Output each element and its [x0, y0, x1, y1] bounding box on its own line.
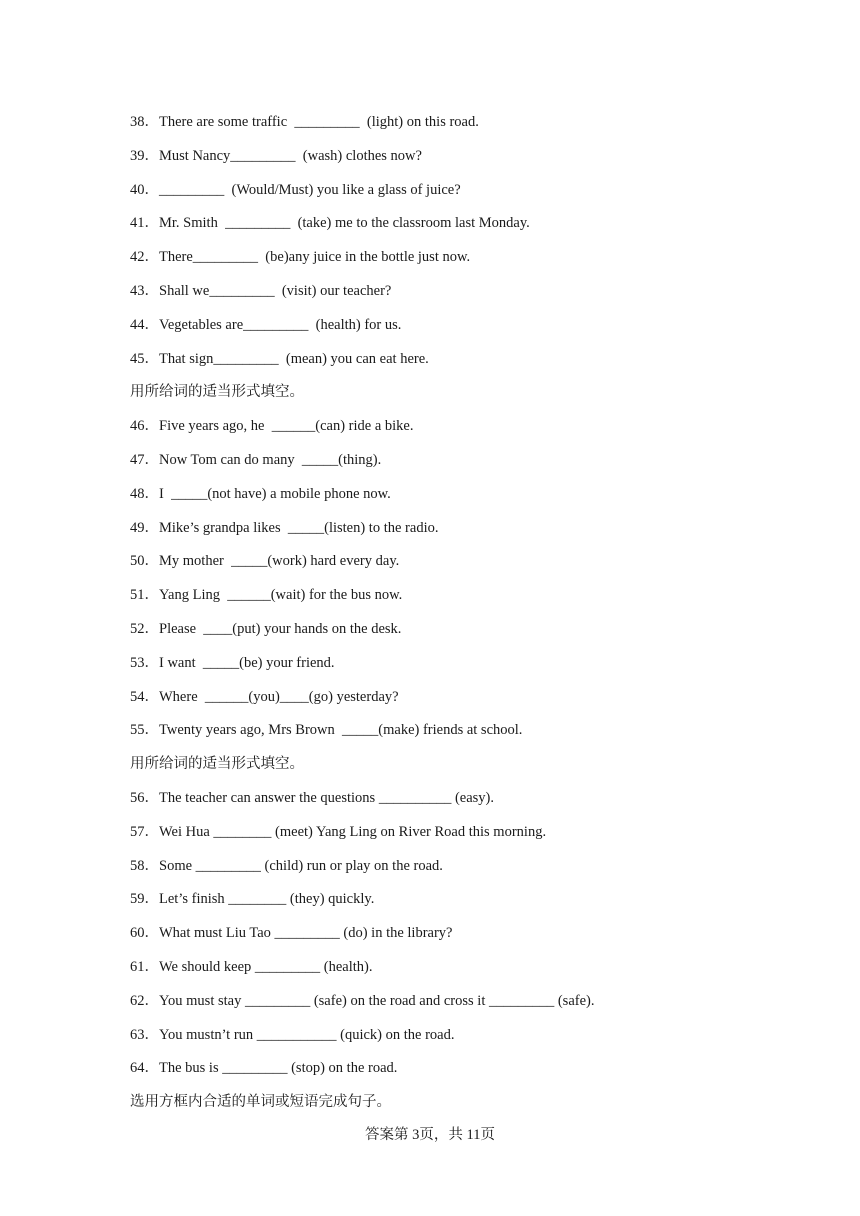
question-52: 52．Please ____(put) your hands on the desk.: [130, 620, 402, 637]
section-instruction: 选用方框内合适的单词或短语完成句子。: [130, 1094, 391, 1111]
question-55: 55．Twenty years ago, Mrs Brown _____(make) friends at school.: [130, 722, 523, 739]
question-54: 54．Where ______(you)____(go) yesterday?: [130, 688, 399, 705]
page-footer: 答案第 3页，共 11页: [365, 1127, 495, 1143]
question-50: 50．My mother _____(work) hard every day.: [130, 553, 400, 570]
question-list: [130, 111, 770, 1125]
question-48: 48．I _____(not have) a mobile phone now.: [130, 485, 391, 502]
question-38: 38．There are some traffic _________ (light) on this road.: [130, 114, 479, 130]
question-64: 64．The bus is _________ (stop) on the road.: [130, 1060, 398, 1077]
question-61: 61．We should keep _________ (health).: [130, 958, 373, 975]
question-57: 57．Wei Hua ________ (meet) Yang Ling on River Road this morning.: [130, 823, 547, 840]
question-58: 58．Some _________ (child) run or play on the road.: [130, 857, 443, 874]
question-45: 45．That sign_________ (mean) you can eat here.: [130, 350, 429, 367]
question-63: 63．You mustn’t run ___________ (quick) on the road.: [130, 1026, 455, 1043]
section-instruction: 用所给词的适当形式填空。: [130, 384, 304, 401]
question-44: 44．Vegetables are_________ (health) for us.: [130, 316, 402, 333]
question-51: 51．Yang Ling ______(wait) for the bus now.: [130, 587, 403, 604]
question-49: 49．Mike’s grandpa likes _____(listen) to the radio.: [130, 519, 439, 536]
question-42: 42．There_________ (be)any juice in the bottle just now.: [130, 249, 471, 266]
question-47: 47．Now Tom can do many _____(thing).: [130, 451, 382, 468]
section-instruction: 用所给词的适当形式填空。: [130, 756, 304, 773]
question-46: 46．Five years ago, he ______(can) ride a bike.: [130, 418, 414, 435]
question-62: 62．You must stay _________ (safe) on the road and cross it _________ (safe).: [130, 992, 595, 1009]
question-59: 59．Let’s finish ________ (they) quickly.: [130, 891, 375, 908]
question-41: 41．Mr. Smith _________ (take) me to the classroom last Monday.: [130, 215, 530, 232]
question-56: 56．The teacher can answer the questions __________ (easy).: [130, 789, 494, 806]
question-43: 43．Shall we_________ (visit) our teacher?: [130, 282, 392, 299]
question-53: 53．I want _____(be) your friend.: [130, 654, 335, 671]
question-60: 60．What must Liu Tao _________ (do) in the library?: [130, 925, 453, 942]
question-39: 39．Must Nancy_________ (wash) clothes now?: [130, 147, 422, 164]
question-40: 40．_________ (Would/Must) you like a glass of juice?: [130, 181, 461, 198]
